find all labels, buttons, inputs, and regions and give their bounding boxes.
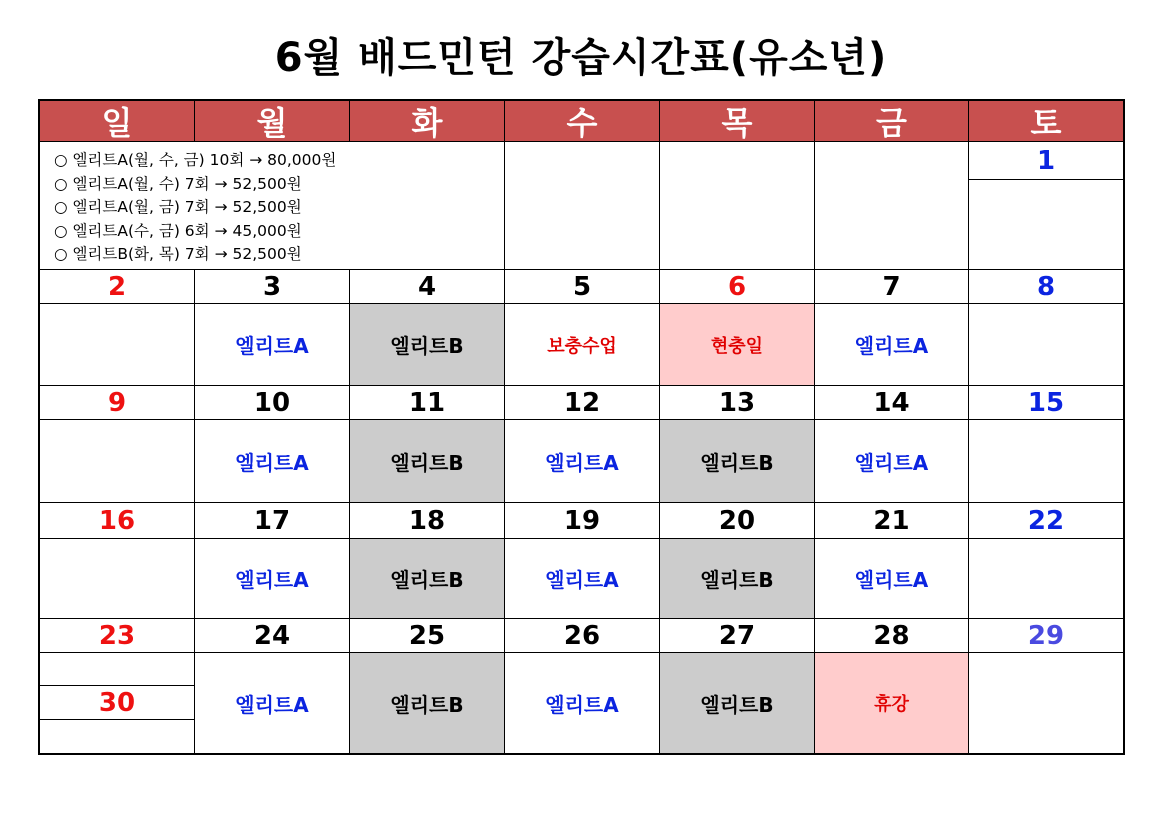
class-cell	[40, 304, 195, 386]
empty-day-cell	[815, 142, 969, 270]
class-elite-b: 엘리트B	[660, 420, 815, 503]
price-note-line: ○ 엘리트A(월, 금) 7회 → 52,500원	[54, 198, 302, 216]
day-number: 4	[350, 270, 505, 304]
day-number: 12	[505, 386, 660, 420]
class-elite-a: 엘리트A	[505, 653, 660, 753]
day-number: 11	[350, 386, 505, 420]
weekday-header-fri: 금	[815, 101, 969, 142]
day-number: 1	[969, 142, 1123, 180]
day-number: 14	[815, 386, 969, 420]
day-number: 27	[660, 619, 815, 653]
class-elite-b: 엘리트B	[350, 539, 505, 619]
weekday-header-wed: 수	[505, 101, 660, 142]
class-cell	[969, 420, 1123, 503]
class-cancelled: 휴강	[815, 653, 969, 753]
holiday-memorial-day: 현충일	[660, 304, 815, 386]
class-cell	[969, 180, 1123, 270]
day-number: 7	[815, 270, 969, 304]
class-elite-b: 엘리트B	[350, 304, 505, 386]
day-number: 21	[815, 503, 969, 539]
day-number: 19	[505, 503, 660, 539]
day-number: 16	[40, 503, 195, 539]
class-elite-a: 엘리트A	[195, 420, 350, 503]
day-number: 22	[969, 503, 1123, 539]
day-number: 17	[195, 503, 350, 539]
price-notes	[40, 142, 505, 270]
price-note-line: ○ 엘리트A(월, 수, 금) 10회 → 80,000원	[54, 151, 337, 169]
price-note-line: ○ 엘리트B(화, 목) 7회 → 52,500원	[54, 245, 302, 263]
day-number: 26	[505, 619, 660, 653]
day-number: 28	[815, 619, 969, 653]
empty-day-cell	[505, 142, 660, 270]
calendar-table	[38, 99, 1125, 755]
class-elite-a: 엘리트A	[195, 539, 350, 619]
day-number: 13	[660, 386, 815, 420]
day-number: 29	[969, 619, 1123, 653]
class-cell	[40, 539, 195, 619]
class-elite-a: 엘리트A	[815, 539, 969, 619]
empty-cell	[40, 720, 195, 753]
class-elite-b: 엘리트B	[660, 653, 815, 753]
class-elite-a: 엘리트A	[505, 539, 660, 619]
class-elite-a: 엘리트A	[195, 653, 350, 753]
day-number: 6	[660, 270, 815, 304]
class-cell	[969, 653, 1123, 753]
day-number: 8	[969, 270, 1123, 304]
weekday-header-mon: 월	[195, 101, 350, 142]
day-number: 5	[505, 270, 660, 304]
class-elite-a: 엘리트A	[195, 304, 350, 386]
day-number: 9	[40, 386, 195, 420]
empty-day-cell	[660, 142, 815, 270]
price-note-line: ○ 엘리트A(월, 수) 7회 → 52,500원	[54, 174, 302, 193]
day-number: 10	[195, 386, 350, 420]
class-cell	[40, 420, 195, 503]
weekday-header-thu: 목	[660, 101, 815, 142]
day-number: 20	[660, 503, 815, 539]
day-number: 2	[40, 270, 195, 304]
empty-cell	[40, 653, 195, 686]
weekday-header-tue: 화	[350, 101, 505, 142]
day-number: 23	[40, 619, 195, 653]
day-number: 30	[40, 686, 195, 720]
class-elite-b: 엘리트B	[350, 420, 505, 503]
class-elite-a: 엘리트A	[815, 304, 969, 386]
class-elite-a: 엘리트A	[815, 420, 969, 503]
class-cell	[969, 304, 1123, 386]
day-number: 3	[195, 270, 350, 304]
day-number: 25	[350, 619, 505, 653]
weekday-header-sat: 토	[969, 101, 1123, 142]
day-number: 15	[969, 386, 1123, 420]
day-number: 18	[350, 503, 505, 539]
class-elite-b: 엘리트B	[350, 653, 505, 753]
price-note-line: ○ 엘리트A(수, 금) 6회 → 45,000원	[54, 221, 302, 240]
class-elite-a: 엘리트A	[505, 420, 660, 503]
class-elite-b: 엘리트B	[660, 539, 815, 619]
class-cell	[969, 539, 1123, 619]
class-makeup: 보충수업	[505, 304, 660, 386]
day-number: 24	[195, 619, 350, 653]
page-title: 6월 배드민턴 강습시간표(유소년)	[274, 35, 888, 81]
weekday-header-sun: 일	[40, 101, 195, 142]
